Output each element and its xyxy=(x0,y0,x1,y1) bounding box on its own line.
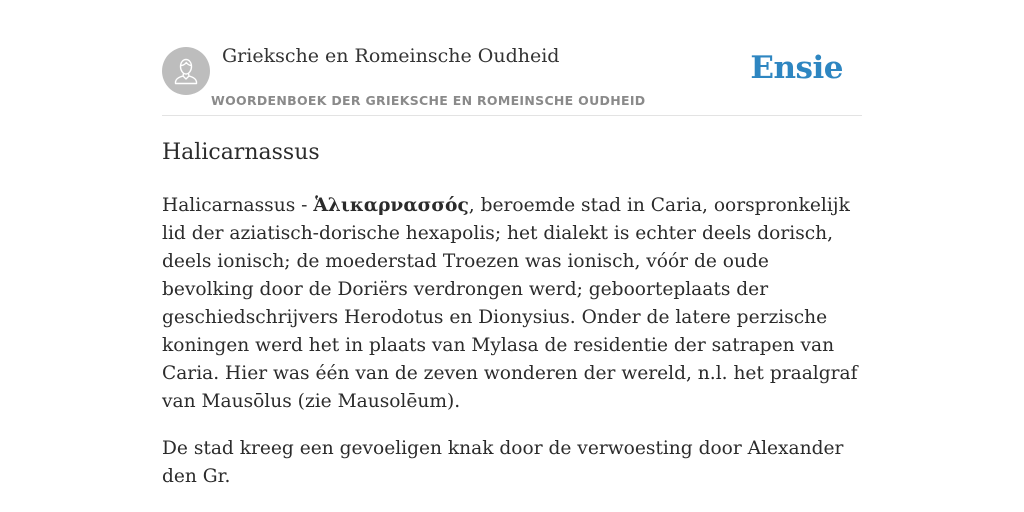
entry-title: Halicarnassus xyxy=(162,140,320,165)
greek-term: Ἁλικαρνασσός xyxy=(313,195,469,216)
page xyxy=(162,0,862,512)
entry-body xyxy=(162,192,862,491)
ensie-logo[interactable]: Ensie xyxy=(750,50,843,86)
entry-paragraph-2: De stad kreeg een gevoeligen knak door de verwoesting door Alexander den Gr. xyxy=(162,438,844,487)
entry-definition: , beroemde stad in Caria, oorspronkelijk lid der aziatisch-dorische hexapolis; het dialekt is echter deels dorisch, deels ionisch; de moederstad Troezen was ionisch, vóór de oude bevolking door de Doriërs verdrongen werd; geboorteplaats der geschiedschrijvers Herodotus en Dionysius. Onder de latere perzische koningen werd het in plaats van Mylasa de residentie der satrapen van Caria. Hier was één van de zeven wonderen der wereld, n.l. het praalgraf van Mausōlus (zie Mausolēum). xyxy=(162,195,858,412)
entry-paragraph-1 xyxy=(162,192,862,416)
source-header xyxy=(162,0,862,116)
avatar[interactable] xyxy=(162,47,210,95)
source-subtitle[interactable]: WOORDENBOEK DER GRIEKSCHE EN ROMEINSCHE OUDHEID xyxy=(211,93,646,108)
source-title[interactable]: Grieksche en Romeinsche Oudheid xyxy=(222,45,560,67)
entry-lead: Halicarnassus - xyxy=(162,195,314,216)
user-outline-icon xyxy=(162,47,210,95)
